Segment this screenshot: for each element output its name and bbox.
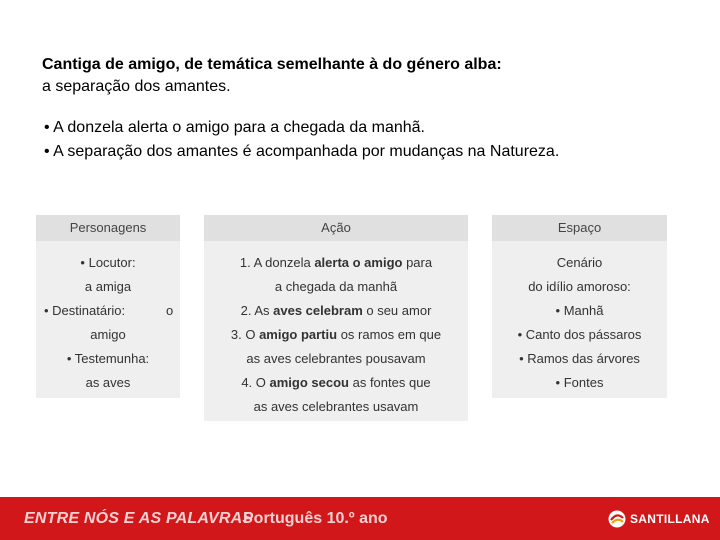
acao-cell: as aves celebrantes pousavam — [246, 351, 426, 366]
espaco-cell: Cenário — [556, 255, 603, 270]
santillana-logo-text: SANTILLANA — [630, 512, 710, 526]
acao-cell: 4. O amigo secou as fontes que — [241, 375, 431, 390]
espaco-cell: do idílio amoroso: — [528, 279, 631, 294]
footer-brand: ENTRE NÓS E AS PALAVRAS — [24, 510, 254, 527]
espaco-cell: • Manhã — [555, 303, 604, 318]
bullet-item: • A separação dos amantes é acompanhada por mudanças na Natureza. — [44, 143, 560, 160]
santillana-logo — [608, 508, 710, 530]
espaco-cell: • Ramos das árvores — [519, 351, 640, 366]
personagens-cell: • Testemunha: — [66, 351, 150, 366]
slide-title — [42, 54, 502, 98]
personagens-header-label: Personagens — [69, 220, 147, 235]
personagens-header — [36, 215, 180, 241]
title-line-1: Cantiga de amigo, de temática semelhante à do género alba: — [42, 56, 502, 73]
footer-bar — [0, 497, 720, 540]
title-line-2: a separação dos amantes. — [42, 78, 231, 95]
bullet-list — [44, 116, 559, 164]
personagens-cell: as aves — [85, 375, 131, 390]
personagens-cell: o — [166, 303, 174, 318]
personagens-cell: • Locutor: — [80, 255, 136, 270]
acao-header-label: Ação — [321, 220, 351, 235]
espaco-cell: • Fontes — [555, 375, 604, 390]
espaco-column — [492, 215, 667, 398]
bullet-item: • A donzela alerta o amigo para a chegada da manhã. — [44, 119, 425, 136]
santillana-logo-icon — [608, 510, 626, 528]
acao-header — [204, 215, 468, 241]
acao-cell: 2. As aves celebram o seu amor — [240, 303, 432, 318]
footer-grade: Português 10.º ano — [243, 510, 388, 527]
acao-cell: as aves celebrantes usavam — [253, 399, 419, 414]
acao-cell: 1. A donzela alerta o amigo para — [239, 255, 433, 270]
espaco-cell: • Canto dos pássaros — [517, 327, 642, 342]
espaco-header-label: Espaço — [557, 220, 602, 235]
personagens-cell: • Destinatário: — [44, 303, 126, 318]
espaco-header — [492, 215, 667, 241]
personagens-cell: a amiga — [84, 279, 132, 294]
acao-cell: 3. O amigo partiu os ramos em que — [230, 327, 442, 342]
personagens-cell: amigo — [90, 327, 126, 342]
acao-cell: a chegada da manhã — [274, 279, 398, 294]
personagens-column — [36, 215, 180, 398]
acao-column — [204, 215, 468, 421]
